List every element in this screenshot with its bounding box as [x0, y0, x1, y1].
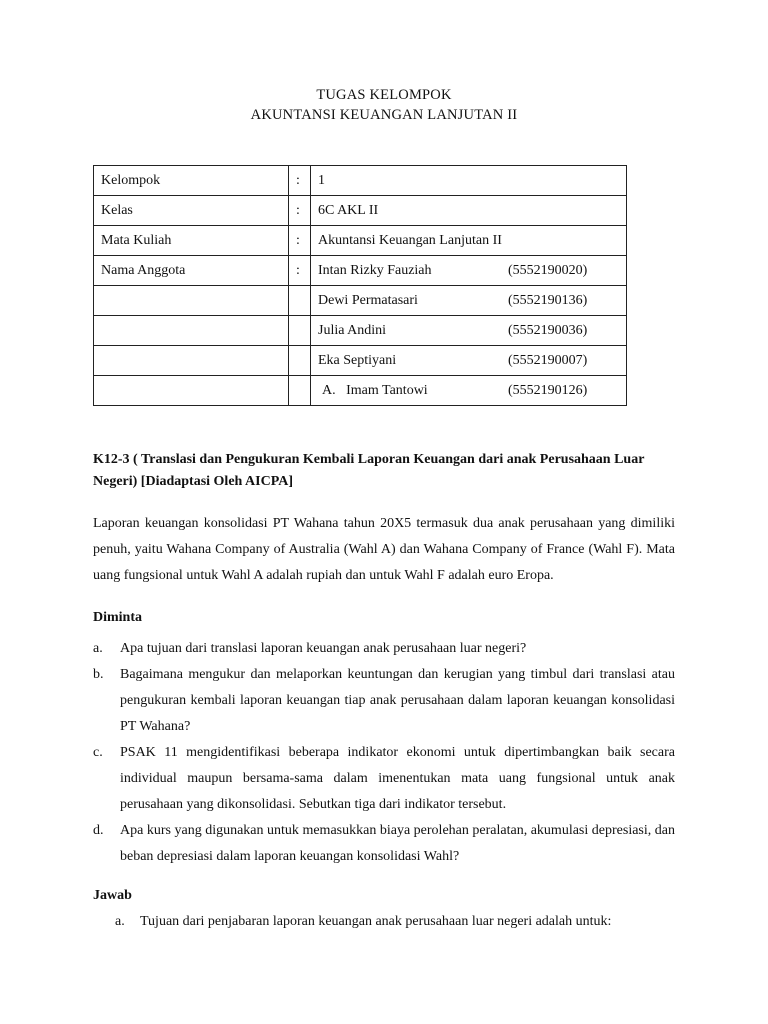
row-value: 1 [311, 166, 627, 196]
problem-paragraph: Laporan keuangan konsolidasi PT Wahana tahun 20X5 termasuk dua anak perusahaan yang dimiliki penuh, yaitu Wahana Company of Australia (Wahl A) dan Wahana Company of France (Wahl F). Mata uang fungsional untuk Wahl A adalah rupiah dan untuk Wahl F adalah euro Eropa. [93, 516, 675, 583]
table-row [94, 256, 627, 286]
table-row [94, 376, 627, 406]
document-subtitle: AKUNTANSI KEUANGAN LANJUTAN II [250, 107, 518, 123]
list-marker: c. [93, 745, 103, 760]
answer-item [115, 914, 611, 930]
table-row [94, 196, 627, 226]
empty-cell [289, 346, 311, 376]
table-row [94, 286, 627, 316]
question-list [93, 636, 675, 870]
member-name: A. Imam Tantowi [322, 382, 428, 398]
member-cell [311, 376, 627, 406]
group-info-table [93, 165, 627, 406]
list-marker: a. [115, 914, 125, 929]
row-separator: : [289, 256, 311, 286]
answer-label: Jawab [93, 888, 132, 903]
empty-cell [94, 346, 289, 376]
required-label: Diminta [93, 610, 142, 625]
list-item [93, 636, 675, 662]
problem-heading: K12-3 ( Translasi dan Pengukuran Kembali Laporan Keuangan dari anak Perusahaan Luar Negeri) [Diadaptasi Oleh AICPA] [93, 452, 645, 489]
row-value: Akuntansi Keuangan Lanjutan II [311, 226, 627, 256]
member-name: Dewi Permatasari [318, 292, 418, 308]
empty-cell [289, 286, 311, 316]
row-label: Kelas [94, 196, 289, 226]
empty-cell [289, 376, 311, 406]
list-marker: d. [93, 823, 104, 838]
member-nim: (5552190036) [508, 322, 588, 338]
list-marker: b. [93, 667, 104, 682]
answer-text: Tujuan dari penjabaran laporan keuangan anak perusahaan luar negeri adalah untuk: [140, 914, 612, 929]
table-row [94, 316, 627, 346]
member-name: Eka Septiyani [318, 352, 397, 368]
document-title: TUGAS KELOMPOK [316, 87, 452, 103]
member-nim: (5552190136) [508, 292, 588, 308]
member-cell [311, 316, 627, 346]
table-row [94, 346, 627, 376]
member-name: Intan Rizky Fauziah [318, 262, 432, 278]
empty-cell [94, 286, 289, 316]
row-separator: : [289, 166, 311, 196]
row-label: Mata Kuliah [94, 226, 289, 256]
table-row [94, 226, 627, 256]
member-cell [311, 286, 627, 316]
row-label: Nama Anggota [94, 256, 289, 286]
member-nim: (5552190020) [508, 262, 588, 278]
empty-cell [289, 316, 311, 346]
member-name: Julia Andini [318, 322, 387, 338]
list-item [93, 818, 675, 870]
list-marker: a. [93, 641, 103, 656]
question-text: Apa kurs yang digunakan untuk memasukkan biaya perolehan peralatan, akumulasi depresiasi, dan beban depresiasi dalam laporan keuangan konsolidasi Wahl? [120, 823, 675, 864]
member-cell [311, 346, 627, 376]
question-text: Bagaimana mengukur dan melaporkan keuntungan dan kerugian yang timbul dari translasi atau pengukuran kembali laporan keuangan tiap anak perusahaan dalam laporan keuangan konsolidasi PT Wahana? [120, 667, 675, 734]
empty-cell [94, 376, 289, 406]
list-item [93, 662, 675, 740]
table-row [94, 166, 627, 196]
empty-cell [94, 316, 289, 346]
row-separator: : [289, 226, 311, 256]
question-text: PSAK 11 mengidentifikasi beberapa indikator ekonomi untuk dipertimbangkan baik secara individual maupun bersama-sama dalam imenentukan mata uang fungsional untuk anak perusahaan yang dikonsolidasi. Sebutkan tiga dari indikator tersebut. [120, 745, 675, 812]
member-cell [311, 256, 627, 286]
row-separator: : [289, 196, 311, 226]
row-value: 6C AKL II [311, 196, 627, 226]
list-item [93, 740, 675, 818]
row-label: Kelompok [94, 166, 289, 196]
member-nim: (5552190126) [508, 382, 588, 398]
member-nim: (5552190007) [508, 352, 588, 368]
question-text: Apa tujuan dari translasi laporan keuangan anak perusahaan luar negeri? [120, 641, 527, 656]
